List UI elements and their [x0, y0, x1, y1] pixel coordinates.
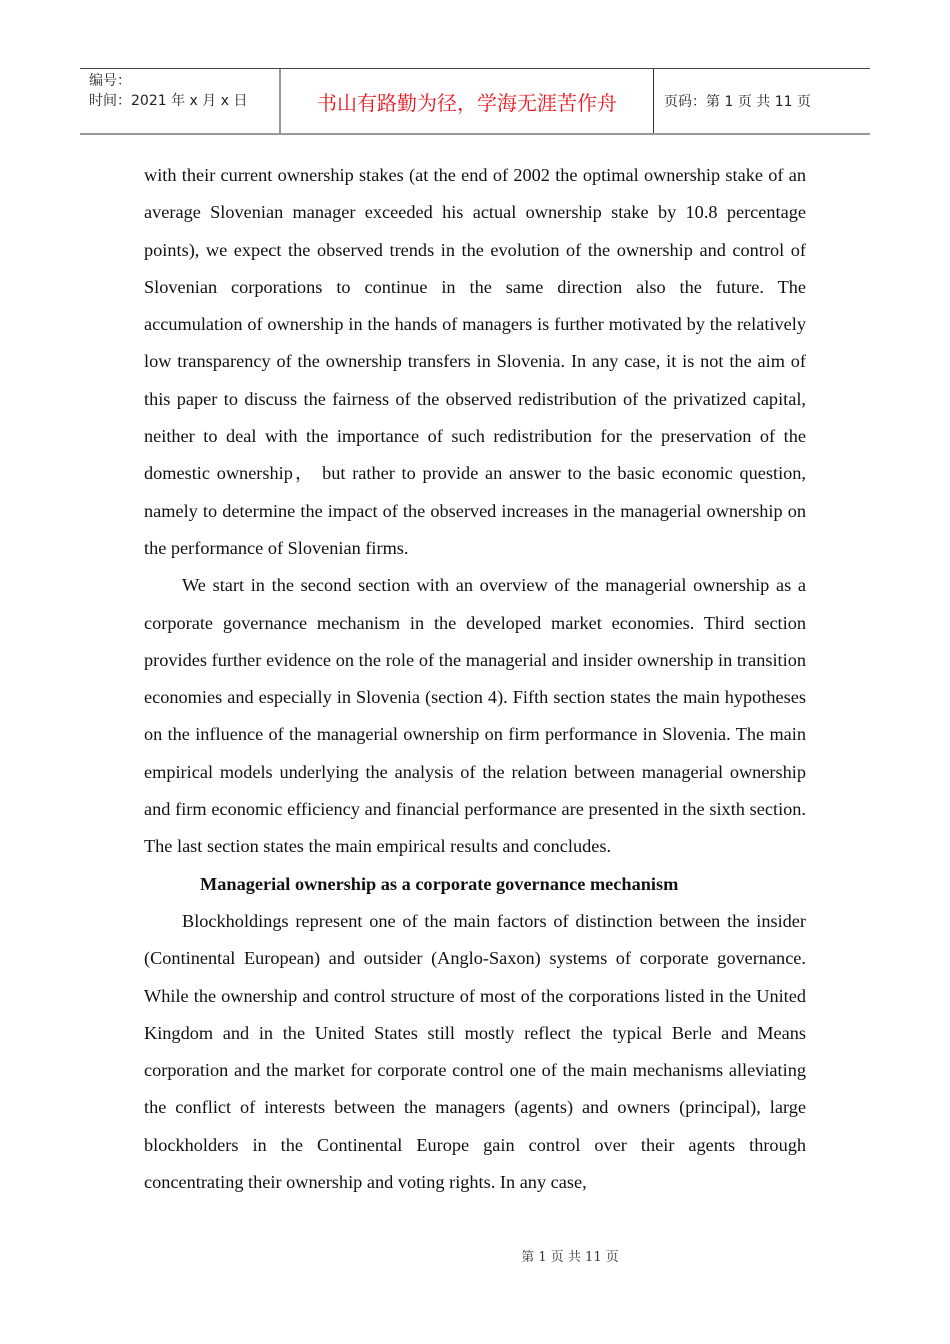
header-meta [80, 69, 281, 133]
header-motto: 书山有路勤为径，学海无涯苦作舟 [281, 69, 654, 133]
page-footer: 第 1 页 共 11 页 [521, 1250, 619, 1265]
serial-number-label: 编号： [89, 73, 131, 89]
document-body [144, 157, 806, 1201]
section-heading: Managerial ownership as a corporate governance mechanism [200, 873, 679, 894]
paragraph-continuation: with their current ownership stakes (at the end of 2002 the optimal ownership stake of an average Slovenian manager exceeded his actual ownership stake by 10.8 percentage points), we expect the observed trends in the evolution of the ownership and control of Slovenian corporations to continue in the same direction also the future. The accumulation of ownership in the hands of managers is further motivated by the relatively low transparency of the ownership transfers in Slovenia. In any case, it is not the aim of this paper to discuss the fairness of the observed redistribution of the privatized capital, neither to deal with the importance of such redistribution for the preservation of the domestic ownership， but rather to provide an answer to the basic economic question, namely to determine the impact of the observed increases in the managerial ownership on the performance of Slovenian firms. [144, 165, 806, 558]
paragraph-blockholdings: Blockholdings represent one of the main factors of distinction between the insider (Continental European) and outsider (Anglo-Saxon) systems of corporate governance. While the ownership and control structure of most of the corporations listed in the United Kingdom and in the United States still mostly reflect the typical Berle and Means corporation and the market for corporate control one of the main mechanisms alleviating the conflict of interests between the managers (agents) and owners (principal), large blockholders in the Continental Europe gain control over their agents through concentrating their ownership and voting rights. In any case, [144, 910, 806, 1193]
date-label: 时间：2021 年 x 月 x 日 [89, 93, 248, 109]
header-page-info: 页码：第 1 页 共 11 页 [664, 94, 811, 110]
page-header [80, 68, 870, 135]
paragraph-outline: We start in the second section with an overview of the managerial ownership as a corporate governance mechanism in the developed market economies. Third section provides further evidence on the role of the managerial and insider ownership in transition economies and especially in Slovenia (section 4). Fifth section states the main hypotheses on the influence of the managerial ownership on firm performance in Slovenia. The main empirical models underlying the analysis of the relation between managerial ownership and firm economic efficiency and financial performance are presented in the sixth section. The last section states the main empirical results and concludes. [144, 575, 806, 857]
